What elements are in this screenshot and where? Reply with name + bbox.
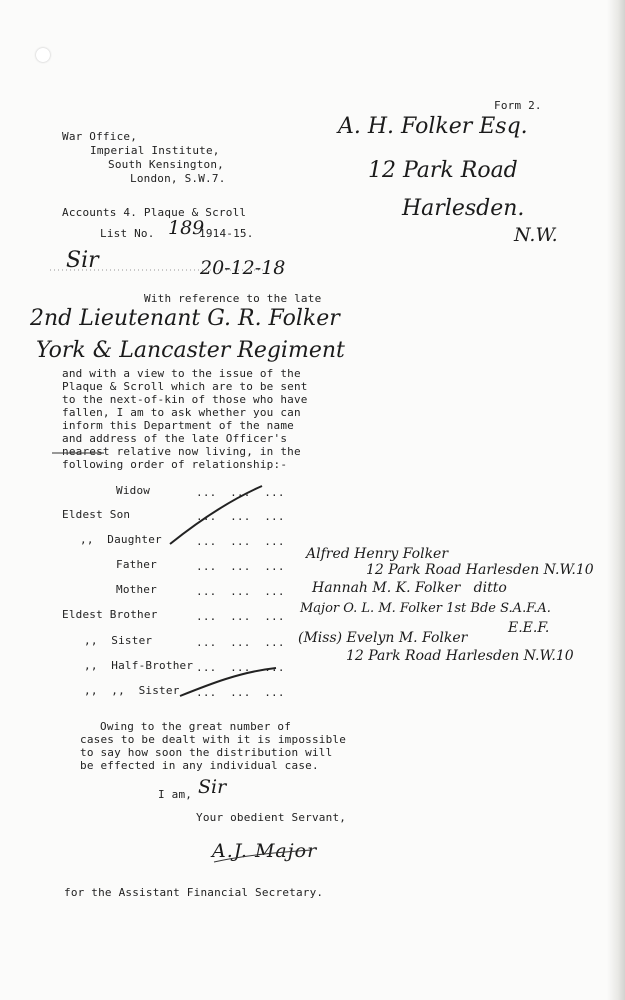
letter-date: 20-12-18 <box>200 257 286 279</box>
relation-label-eldest-son: Eldest Son <box>62 508 131 521</box>
relation-dots-father: ... ... ... <box>196 560 285 573</box>
relation-label-eldest-brother: Eldest Brother <box>62 608 158 621</box>
recipient-town: Harlesden. <box>402 196 525 221</box>
body-line-6: and address of the late Officer's <box>62 432 288 445</box>
relation-dots-daughter: ... ... ... <box>196 535 285 548</box>
office-address-line-3: South Kensington, <box>108 158 224 171</box>
relation-label-mother: Mother <box>116 583 157 596</box>
signature: A.J. Major <box>212 840 318 862</box>
closing-sir: Sir <box>198 776 227 798</box>
strike-half-siblings <box>180 668 276 696</box>
closing-line-2: cases to be dealt with it is impossible <box>80 733 347 746</box>
body-line-8: following order of relationship:- <box>62 458 288 471</box>
closing-line-1: Owing to the great number of <box>100 720 292 733</box>
recipient-street: 12 Park Road <box>368 158 518 183</box>
relation-label-half-brother: ,, Half-Brother <box>84 659 194 672</box>
i-am-line: I am, <box>158 788 193 801</box>
relation-label-daughter: ,, Daughter <box>80 533 162 546</box>
salutation: Sir <box>66 248 99 273</box>
relation-answer-father-address: 12 Park Road Harlesden N.W.10 <box>366 562 594 578</box>
servant-line: Your obedient Servant, <box>196 811 347 824</box>
signature-flourish <box>214 850 312 862</box>
relation-label-sister: ,, Sister <box>84 634 153 647</box>
signatory-title: for the Assistant Financial Secretary. <box>64 886 324 899</box>
reference-line: Accounts 4. Plaque & Scroll <box>62 206 247 219</box>
list-number: 189 <box>168 217 205 239</box>
body-line-3: to the next-of-kin of those who have <box>62 393 308 406</box>
form-label: Form 2. <box>494 99 542 112</box>
office-address-line-1: War Office, <box>62 130 138 143</box>
relation-label-father: Father <box>116 558 157 571</box>
relation-label-widow: Widow <box>116 484 151 497</box>
closing-line-3: to say how soon the distribution will <box>80 746 333 759</box>
relation-answer-sister: (Miss) Evelyn M. Folker <box>298 630 468 646</box>
relation-dots-eldest-brother: ... ... ... <box>196 610 285 623</box>
recipient-name: A. H. Folker Esq. <box>338 114 528 139</box>
list-year: 1914-15. <box>199 227 254 240</box>
relation-dots-half-sister: ... ... ... <box>196 686 285 699</box>
closing-line-4: be effected in any individual case. <box>80 759 319 772</box>
relation-answer-eldest-brother: Major O. L. M. Folker 1st Bde S.A.F.A. <box>300 601 551 616</box>
office-address-line-2: Imperial Institute, <box>90 144 220 157</box>
relation-label-half-sister: ,, ,, Sister <box>84 684 180 697</box>
relation-dots-half-brother: ... ... ... <box>196 661 285 674</box>
relation-dots-mother: ... ... ... <box>196 585 285 598</box>
list-number-prefix: List No. <box>100 227 155 240</box>
relation-answer-father: Alfred Henry Folker <box>306 546 449 562</box>
intro-line: With reference to the late <box>144 292 322 305</box>
recipient-district: N.W. <box>514 224 558 246</box>
body-line-2: Plaque & Scroll which are to be sent <box>62 380 308 393</box>
officer-regiment: York & Lancaster Regiment <box>36 338 345 363</box>
relation-answer-eldest-brother-unit: E.E.F. <box>508 620 550 636</box>
relation-dots-eldest-son: ... ... ... <box>196 510 285 523</box>
relation-dots-sister: ... ... ... <box>196 636 285 649</box>
officer-rank-name: 2nd Lieutenant G. R. Folker <box>30 306 340 331</box>
body-line-4: fallen, I am to ask whether you can <box>62 406 301 419</box>
relation-answer-sister-address: 12 Park Road Harlesden N.W.10 <box>346 648 574 664</box>
relation-dots-widow: ... ... ... <box>196 486 285 499</box>
body-line-7: nearest relative now living, in the <box>62 445 301 458</box>
office-address-line-4: London, S.W.7. <box>130 172 226 185</box>
body-line-5: inform this Department of the name <box>62 419 294 432</box>
body-line-1: and with a view to the issue of the <box>62 367 301 380</box>
relation-answer-mother: Hannah M. K. Folker ditto <box>312 580 507 596</box>
strike-widow-son-daughter <box>170 486 262 544</box>
